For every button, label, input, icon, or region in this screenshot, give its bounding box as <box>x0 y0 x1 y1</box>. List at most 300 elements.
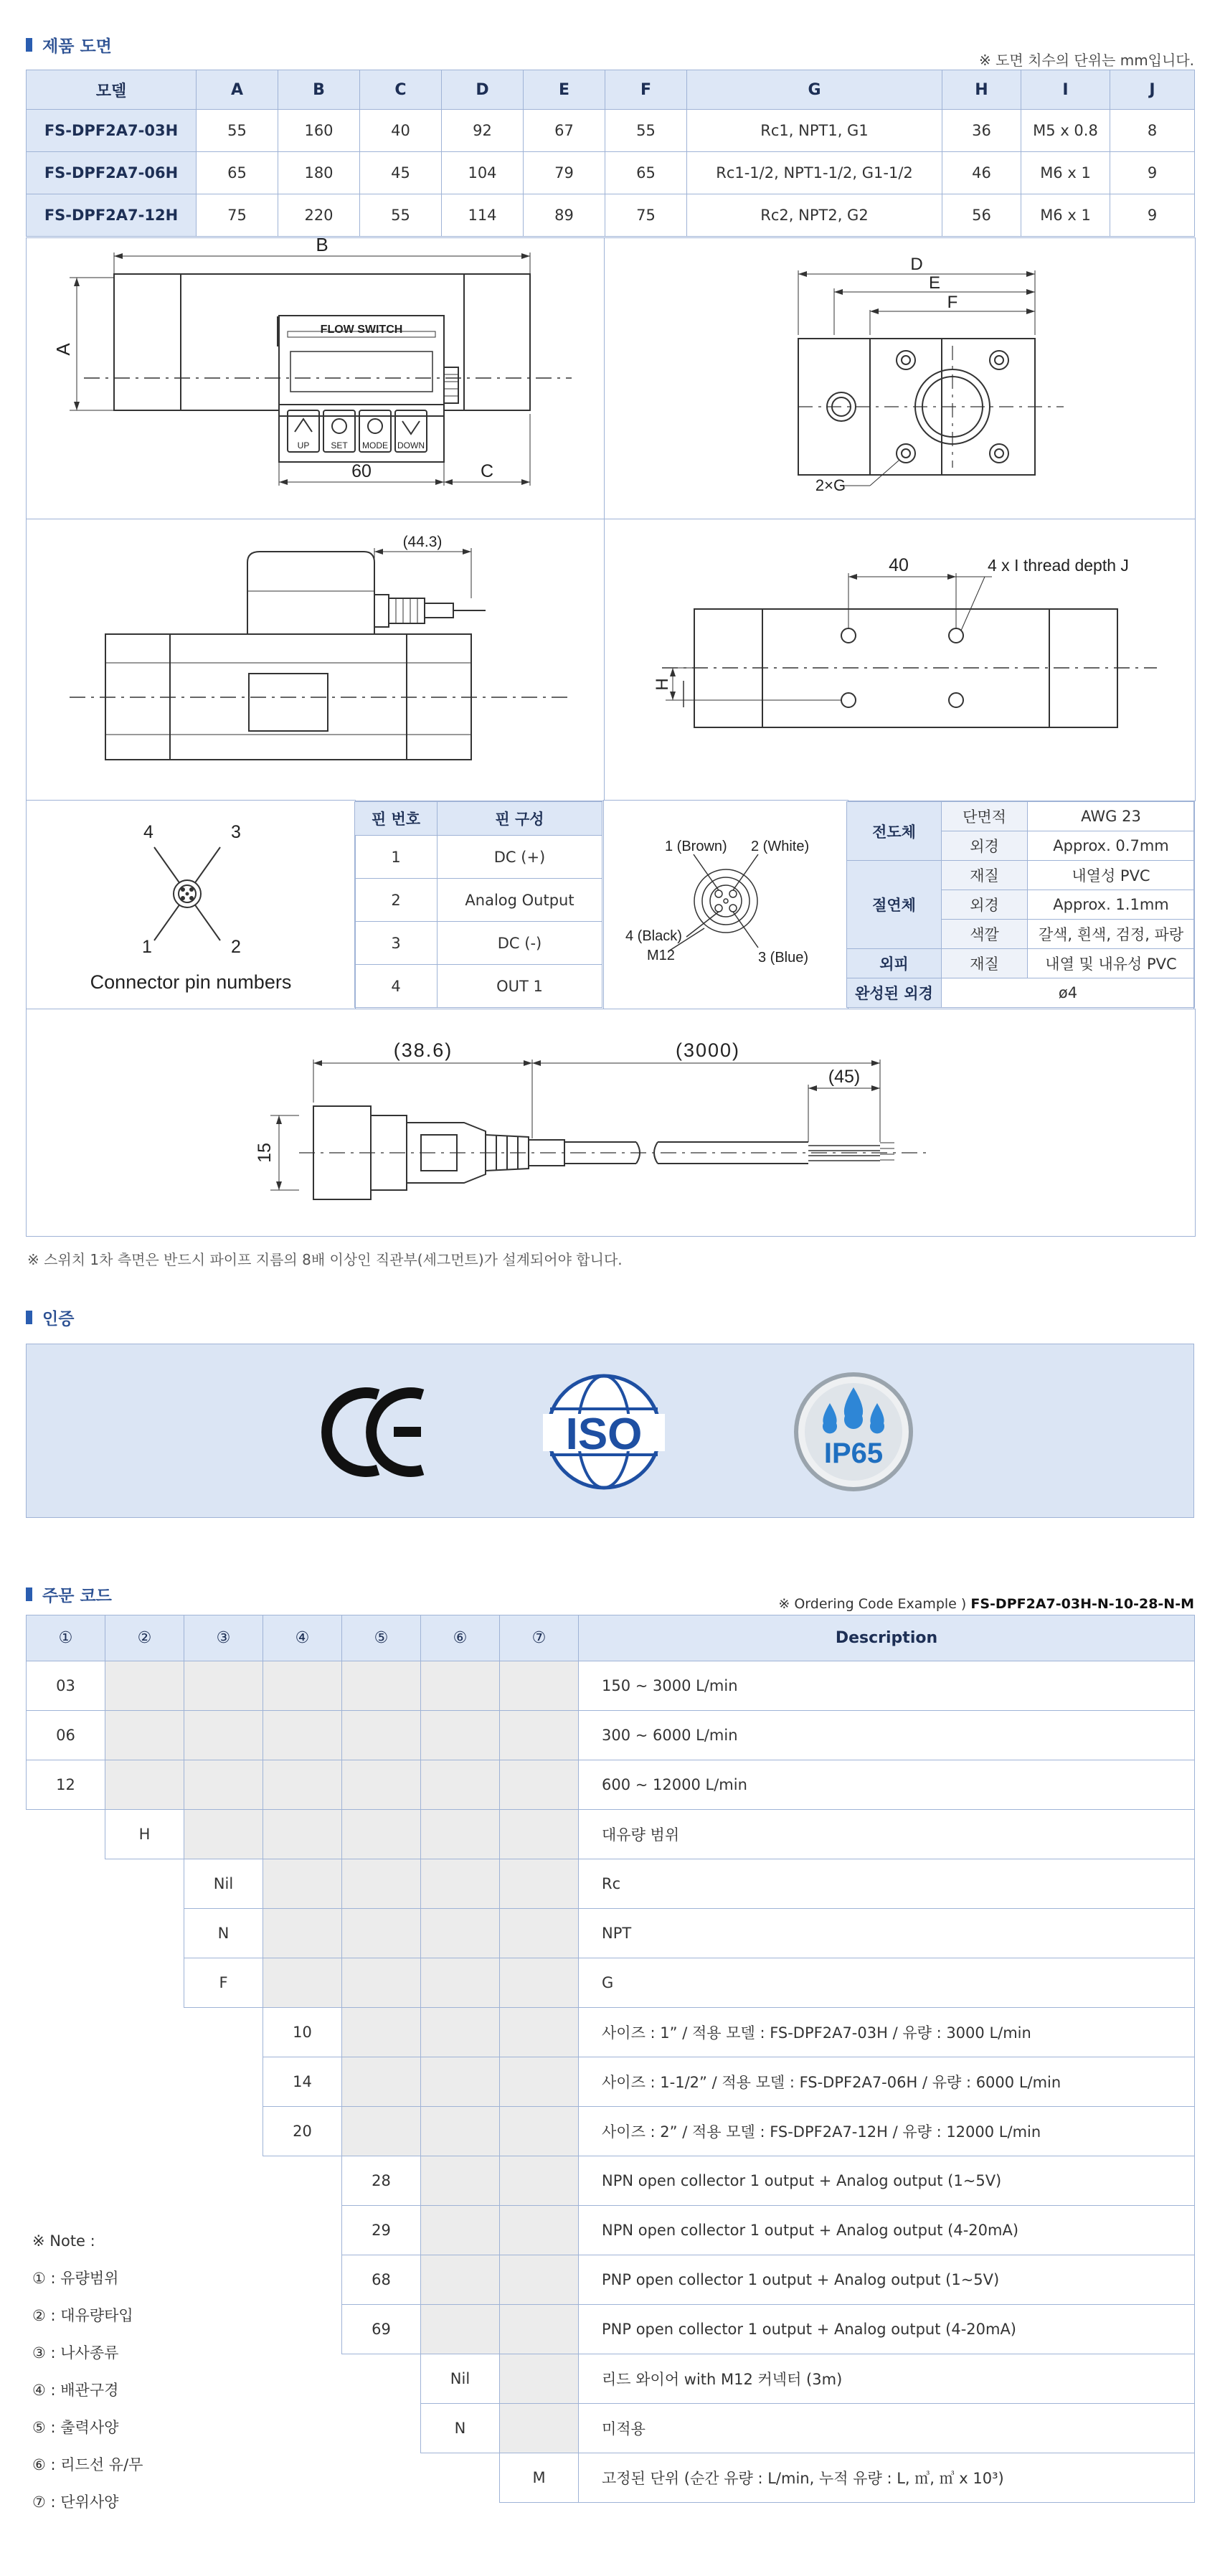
spec-header-cell: A <box>197 70 278 110</box>
order-filler-cell <box>500 2404 579 2453</box>
order-filler-cell <box>105 1760 184 1810</box>
order-empty-cell <box>184 2453 263 2503</box>
pin-header-config: 핀 구성 <box>438 802 602 836</box>
order-code-cell: Nil <box>421 2354 500 2404</box>
wire-black-label: 4 (Black) <box>625 928 682 944</box>
spec-value-cell: 55 <box>605 110 687 152</box>
order-row <box>27 2057 1195 2107</box>
spec-value-cell: 104 <box>442 152 524 194</box>
spec-value-cell: 55 <box>360 194 442 237</box>
order-code-table <box>26 1615 1195 2503</box>
spec-row <box>27 194 1195 237</box>
order-filler-cell <box>500 1711 579 1760</box>
pin-config-cell: Analog Output <box>438 879 602 922</box>
section-title-text: 주문 코드 <box>42 1587 112 1605</box>
cable-dim-38: (38.6) <box>393 1039 453 1061</box>
order-filler-cell <box>421 1958 500 2008</box>
order-empty-cell <box>184 2057 263 2107</box>
spec-row <box>27 152 1195 194</box>
order-filler-cell <box>500 1810 579 1859</box>
front-view-drawing <box>27 238 604 519</box>
order-code-cell: 69 <box>342 2305 421 2354</box>
order-description-cell: 리드 와이어 with M12 커넥터 (3m) <box>579 2354 1195 2404</box>
order-description-cell: 사이즈 : 1” / 적용 모델 : FS-DPF2A7-03H / 유량 : 3000 L/min <box>579 2008 1195 2057</box>
order-description-cell: 대유량 범위 <box>579 1810 1195 1859</box>
order-filler-cell <box>500 1958 579 2008</box>
notes-title: ※ Note : <box>32 2232 95 2250</box>
order-empty-cell <box>105 2008 184 2057</box>
spec-value-cell: 75 <box>605 194 687 237</box>
dim-44-label: (44.3) <box>402 534 443 550</box>
order-empty-cell <box>27 2008 105 2057</box>
connector-caption: Connector pin numbers <box>90 971 292 993</box>
cable-dim-45: (45) <box>828 1067 861 1087</box>
btn-set-label: SET <box>331 440 348 450</box>
order-header-position: ⑦ <box>500 1615 579 1661</box>
cable-color-label: 색깔 <box>942 920 1028 949</box>
order-empty-cell <box>263 2206 342 2255</box>
order-empty-cell <box>184 2156 263 2206</box>
order-filler-cell <box>263 1909 342 1958</box>
order-filler-cell <box>500 2255 579 2305</box>
pin-number-cell: 3 <box>355 922 438 965</box>
wire-brown-label: 1 (Brown) <box>665 839 727 854</box>
cable-od2-value: Approx. 1.1mm <box>1028 890 1195 920</box>
pin-number-cell: 4 <box>355 965 438 1008</box>
order-code-cell: 12 <box>27 1760 105 1810</box>
cable-insulator-label: 절연체 <box>847 861 942 949</box>
order-code-cell: Nil <box>184 1859 263 1909</box>
side-view-cell <box>604 237 1196 520</box>
note-item: ⑦ : 단위사양 <box>32 2494 119 2511</box>
cable-drawing <box>27 1009 1195 1236</box>
cable-dim-15: 15 <box>255 1143 275 1163</box>
order-description-cell: 150 ~ 3000 L/min <box>579 1661 1195 1711</box>
order-empty-cell <box>27 2156 105 2206</box>
spec-value-cell: 89 <box>524 194 605 237</box>
order-empty-cell <box>263 2404 342 2453</box>
bottom-view-drawing <box>605 519 1195 801</box>
cable-od1-label: 외경 <box>942 831 1028 861</box>
dim-h-label: H <box>653 678 672 691</box>
order-empty-cell <box>184 2008 263 2057</box>
order-code-cell: 28 <box>342 2156 421 2206</box>
order-row <box>27 2156 1195 2206</box>
order-filler-cell <box>421 1760 500 1810</box>
cable-drawing-cell <box>26 1009 1196 1237</box>
spec-header-cell: J <box>1110 70 1195 110</box>
spec-header-row <box>27 70 1195 110</box>
dim-40-label: 40 <box>889 555 909 575</box>
spec-value-cell: 36 <box>942 110 1021 152</box>
order-filler-cell <box>500 1859 579 1909</box>
order-filler-cell <box>342 1958 421 2008</box>
order-description-cell: Rc <box>579 1859 1195 1909</box>
order-filler-cell <box>421 1810 500 1859</box>
order-code-cell: 14 <box>263 2057 342 2107</box>
order-filler-cell <box>500 1760 579 1810</box>
order-code-cell: 10 <box>263 2008 342 2057</box>
drawing-area <box>26 237 1194 1236</box>
unit-note: ※ 도면 치수의 단위는 mm입니다. <box>978 52 1194 69</box>
order-empty-cell <box>184 2305 263 2354</box>
order-description-cell: NPN open collector 1 output + Analog output (1~5V) <box>579 2156 1195 2206</box>
order-filler-cell <box>263 1859 342 1909</box>
order-empty-cell <box>105 1859 184 1909</box>
order-empty-cell <box>184 2354 263 2404</box>
order-filler-cell <box>263 1958 342 2008</box>
order-row <box>27 2008 1195 2057</box>
order-filler-cell <box>263 1760 342 1810</box>
order-row <box>27 1909 1195 1958</box>
cable-sheath-label: 외피 <box>847 949 942 978</box>
order-filler-cell <box>342 1760 421 1810</box>
pin-header-no: 핀 번호 <box>355 802 438 836</box>
spec-header-cell: G <box>687 70 942 110</box>
order-row <box>27 2354 1195 2404</box>
spec-value-cell: 220 <box>278 194 360 237</box>
order-filler-cell <box>421 2107 500 2156</box>
order-code-cell: H <box>105 1810 184 1859</box>
order-header-row <box>27 1615 1195 1661</box>
ce-mark-icon <box>327 1393 422 1472</box>
spec-header-cell: B <box>278 70 360 110</box>
pin-row <box>355 965 602 1008</box>
order-empty-cell <box>184 2404 263 2453</box>
cable-color-value: 갈색, 흰색, 검정, 파랑 <box>1028 920 1195 949</box>
order-filler-cell <box>105 1661 184 1711</box>
order-notes <box>32 2222 143 2521</box>
order-empty-cell <box>27 1909 105 1958</box>
order-row <box>27 1661 1195 1711</box>
order-filler-cell <box>500 2206 579 2255</box>
spec-value-cell: 45 <box>360 152 442 194</box>
order-row <box>27 2206 1195 2255</box>
order-filler-cell <box>421 1661 500 1711</box>
order-filler-cell <box>421 1859 500 1909</box>
section-title-text: 인증 <box>42 1310 75 1329</box>
spec-value-cell: 8 <box>1110 110 1195 152</box>
order-filler-cell <box>421 1711 500 1760</box>
order-filler-cell <box>342 1711 421 1760</box>
order-empty-cell <box>184 2206 263 2255</box>
dim-e-label: E <box>928 273 941 293</box>
order-filler-cell <box>421 2156 500 2206</box>
order-empty-cell <box>342 2453 421 2503</box>
spec-value-cell: Rc1, NPT1, G1 <box>687 110 942 152</box>
order-header-position: ① <box>27 1615 105 1661</box>
pin-1-label: 1 <box>142 937 152 957</box>
pin-table <box>354 801 602 1008</box>
order-empty-cell <box>27 1859 105 1909</box>
cable-mat2-label: 재질 <box>942 949 1028 978</box>
order-filler-cell <box>500 1661 579 1711</box>
thread-label: 4 x I thread depth J <box>988 556 1129 575</box>
cable-area-label: 단면적 <box>942 802 1028 831</box>
iso-text: ISO <box>565 1410 643 1459</box>
top-view-drawing <box>27 519 604 801</box>
order-filler-cell <box>342 1909 421 1958</box>
section-marker <box>26 1311 32 1324</box>
section-title-drawing <box>26 33 112 57</box>
cable-mat-value: 내열성 PVC <box>1028 861 1195 890</box>
dim-b-label: B <box>316 238 328 255</box>
spec-value-cell: 65 <box>197 152 278 194</box>
dim-g-label: 2×G <box>815 476 846 494</box>
spec-model-cell: FS-DPF2A7-06H <box>27 152 197 194</box>
wire-white-label: 2 (White) <box>751 839 810 854</box>
spec-value-cell: 9 <box>1110 194 1195 237</box>
order-description-cell: 사이즈 : 1-1/2” / 적용 모델 : FS-DPF2A7-06H / 유량 : 6000 L/min <box>579 2057 1195 2107</box>
note-item: ② : 대유량타입 <box>32 2307 133 2324</box>
order-empty-cell <box>27 1810 105 1859</box>
front-view-cell <box>26 237 605 520</box>
order-filler-cell <box>421 2206 500 2255</box>
dim-d-label: D <box>910 255 923 274</box>
order-description-cell: NPT <box>579 1909 1195 1958</box>
order-empty-cell <box>27 1958 105 2008</box>
spec-header-cell: H <box>942 70 1021 110</box>
pin-row <box>355 836 602 879</box>
pin-3-label: 3 <box>231 822 241 842</box>
note-item: ③ : 나사종류 <box>32 2344 119 2362</box>
order-description-cell: G <box>579 1958 1195 2008</box>
order-empty-cell <box>263 2255 342 2305</box>
order-row <box>27 1711 1195 1760</box>
cable-conductor-label: 전도체 <box>847 802 942 861</box>
order-filler-cell <box>342 1661 421 1711</box>
cable-od1-value: Approx. 0.7mm <box>1028 831 1195 861</box>
order-empty-cell <box>263 2354 342 2404</box>
spec-model-cell: FS-DPF2A7-12H <box>27 194 197 237</box>
wire-blue-label: 3 (Blue) <box>758 950 809 966</box>
order-filler-cell <box>500 2305 579 2354</box>
order-filler-cell <box>421 2057 500 2107</box>
note-item: ⑤ : 출력사양 <box>32 2419 119 2436</box>
installation-footnote: ※ 스위치 1차 측면은 반드시 파이프 지름의 8배 이상인 직관부(세그먼트)가 설계되어야 합니다. <box>27 1251 623 1268</box>
ip65-text: IP65 <box>823 1438 884 1469</box>
order-filler-cell <box>342 2008 421 2057</box>
pin-number-cell: 2 <box>355 879 438 922</box>
order-header-position: ④ <box>263 1615 342 1661</box>
spec-model-cell: FS-DPF2A7-03H <box>27 110 197 152</box>
order-filler-cell <box>500 2008 579 2057</box>
spec-header-cell: F <box>605 70 687 110</box>
order-filler-cell <box>421 2305 500 2354</box>
order-row <box>27 1810 1195 1859</box>
order-code-cell: N <box>184 1909 263 1958</box>
spec-value-cell: 114 <box>442 194 524 237</box>
section-title-order <box>26 1582 112 1606</box>
order-empty-cell <box>263 2156 342 2206</box>
spec-header-cell: D <box>442 70 524 110</box>
spec-value-cell: Rc2, NPT2, G2 <box>687 194 942 237</box>
order-filler-cell <box>342 1810 421 1859</box>
section-title-text: 제품 도면 <box>42 37 112 56</box>
order-code-cell: N <box>421 2404 500 2453</box>
order-header-description: Description <box>579 1615 1195 1661</box>
order-description-cell: 사이즈 : 2” / 적용 모델 : FS-DPF2A7-12H / 유량 : 12000 L/min <box>579 2107 1195 2156</box>
pin-number-cell: 1 <box>355 836 438 879</box>
order-code-cell: 06 <box>27 1711 105 1760</box>
order-filler-cell <box>500 2107 579 2156</box>
iso-logo-icon <box>543 1376 665 1488</box>
order-filler-cell <box>342 1859 421 1909</box>
order-filler-cell <box>184 1760 263 1810</box>
note-item: ⑥ : 리드선 유/무 <box>32 2456 143 2473</box>
spec-value-cell: 55 <box>197 110 278 152</box>
spec-value-cell: 65 <box>605 152 687 194</box>
side-view-drawing <box>605 238 1195 519</box>
order-empty-cell <box>105 1958 184 2008</box>
cable-finished-value: ø4 <box>942 978 1195 1008</box>
order-empty-cell <box>421 2453 500 2503</box>
cable-mat-label: 재질 <box>942 861 1028 890</box>
spec-value-cell: 67 <box>524 110 605 152</box>
cable-finished-label: 완성된 외경 <box>847 978 942 1008</box>
connector-pin-cell <box>26 800 356 1010</box>
order-description-cell: PNP open collector 1 output + Analog output (4-20mA) <box>579 2305 1195 2354</box>
dim-a-label: A <box>52 343 74 356</box>
spec-value-cell: 9 <box>1110 152 1195 194</box>
spec-row <box>27 110 1195 152</box>
dim-c-label: C <box>480 461 494 481</box>
note-item: ① : 유량범위 <box>32 2270 119 2287</box>
order-row <box>27 2404 1195 2453</box>
order-description-cell: 미적용 <box>579 2404 1195 2453</box>
order-code-cell: 29 <box>342 2206 421 2255</box>
btn-mode-label: MODE <box>362 440 388 450</box>
pin-config-cell: DC (-) <box>438 922 602 965</box>
pin-2-label: 2 <box>231 937 241 957</box>
order-empty-cell <box>105 2156 184 2206</box>
order-filler-cell <box>105 1711 184 1760</box>
order-row <box>27 1859 1195 1909</box>
dim-60-label: 60 <box>351 461 372 481</box>
cable-od2-label: 외경 <box>942 890 1028 920</box>
section-marker <box>26 1587 32 1601</box>
spec-value-cell: 92 <box>442 110 524 152</box>
order-empty-cell <box>342 2354 421 2404</box>
spec-table <box>26 70 1195 237</box>
certification-logos <box>27 1344 1193 1517</box>
order-empty-cell <box>263 2453 342 2503</box>
dim-f-label: F <box>947 293 958 312</box>
pin-row <box>355 922 602 965</box>
order-filler-cell <box>342 2107 421 2156</box>
lcd-title: FLOW SWITCH <box>320 324 403 336</box>
section-title-cert <box>26 1306 74 1329</box>
order-header-position: ⑤ <box>342 1615 421 1661</box>
order-filler-cell <box>184 1810 263 1859</box>
order-description-cell: 고정된 단위 (순간 유량 : L/min, 누적 유량 : L, ㎥, ㎥ x 10³) <box>579 2453 1195 2503</box>
cable-dim-3000: (3000) <box>675 1039 741 1061</box>
cable-spec-table <box>846 801 1195 1008</box>
order-row <box>27 2107 1195 2156</box>
spec-value-cell: 46 <box>942 152 1021 194</box>
ordering-example <box>778 1596 1194 1612</box>
spec-value-cell: M6 x 1 <box>1021 152 1110 194</box>
order-empty-cell <box>105 2107 184 2156</box>
order-empty-cell <box>263 2305 342 2354</box>
spec-value-cell: 75 <box>197 194 278 237</box>
order-empty-cell <box>184 2107 263 2156</box>
top-view-cell <box>26 519 605 801</box>
spec-header-cell: 모델 <box>27 70 197 110</box>
order-filler-cell <box>184 1711 263 1760</box>
order-row <box>27 2305 1195 2354</box>
order-filler-cell <box>421 1909 500 1958</box>
order-filler-cell <box>421 2008 500 2057</box>
order-code-cell: 03 <box>27 1661 105 1711</box>
ordering-example-prefix: ※ Ordering Code Example ) <box>778 1596 971 1612</box>
order-empty-cell <box>184 2255 263 2305</box>
m12-label: M12 <box>647 948 675 963</box>
order-filler-cell <box>263 1661 342 1711</box>
spec-header-cell: C <box>360 70 442 110</box>
order-empty-cell <box>105 1909 184 1958</box>
order-filler-cell <box>263 1810 342 1859</box>
cable-mat2-value: 내열 및 내유성 PVC <box>1028 949 1195 978</box>
order-filler-cell <box>500 2354 579 2404</box>
order-description-cell: PNP open collector 1 output + Analog output (1~5V) <box>579 2255 1195 2305</box>
order-empty-cell <box>27 2057 105 2107</box>
order-empty-cell <box>105 2057 184 2107</box>
ip65-badge-icon <box>796 1374 911 1489</box>
order-header-position: ② <box>105 1615 184 1661</box>
order-filler-cell <box>342 2057 421 2107</box>
spec-header-cell: E <box>524 70 605 110</box>
order-header-position: ③ <box>184 1615 263 1661</box>
section-marker <box>26 38 32 52</box>
order-row <box>27 2453 1195 2503</box>
order-row <box>27 1958 1195 2008</box>
order-description-cell: NPN open collector 1 output + Analog output (4-20mA) <box>579 2206 1195 2255</box>
order-filler-cell <box>263 1711 342 1760</box>
spec-value-cell: 160 <box>278 110 360 152</box>
ordering-example-code: FS-DPF2A7-03H-N-10-28-N-M <box>970 1596 1194 1612</box>
order-description-cell: 600 ~ 12000 L/min <box>579 1760 1195 1810</box>
note-item: ④ : 배관구경 <box>32 2382 119 2399</box>
m12-connector-drawing <box>604 801 848 1009</box>
spec-value-cell: 180 <box>278 152 360 194</box>
order-empty-cell <box>27 2107 105 2156</box>
btn-down-label: DOWN <box>397 440 425 450</box>
bottom-view-cell <box>604 519 1196 801</box>
order-header-position: ⑥ <box>421 1615 500 1661</box>
order-filler-cell <box>421 2255 500 2305</box>
connector-pin-drawing <box>27 801 355 1009</box>
spec-value-cell: M5 x 0.8 <box>1021 110 1110 152</box>
order-row <box>27 1760 1195 1810</box>
pin-config-cell: OUT 1 <box>438 965 602 1008</box>
order-code-cell: 20 <box>263 2107 342 2156</box>
spec-value-cell: 79 <box>524 152 605 194</box>
pin-row <box>355 879 602 922</box>
order-row <box>27 2255 1195 2305</box>
pin-config-cell: DC (+) <box>438 836 602 879</box>
btn-up-label: UP <box>297 440 310 450</box>
order-filler-cell <box>500 2057 579 2107</box>
spec-value-cell: M6 x 1 <box>1021 194 1110 237</box>
order-filler-cell <box>184 1661 263 1711</box>
spec-value-cell: Rc1-1/2, NPT1-1/2, G1-1/2 <box>687 152 942 194</box>
spec-header-cell: I <box>1021 70 1110 110</box>
order-code-cell: F <box>184 1958 263 2008</box>
order-empty-cell <box>342 2404 421 2453</box>
spec-value-cell: 40 <box>360 110 442 152</box>
cable-area-value: AWG 23 <box>1028 802 1195 831</box>
